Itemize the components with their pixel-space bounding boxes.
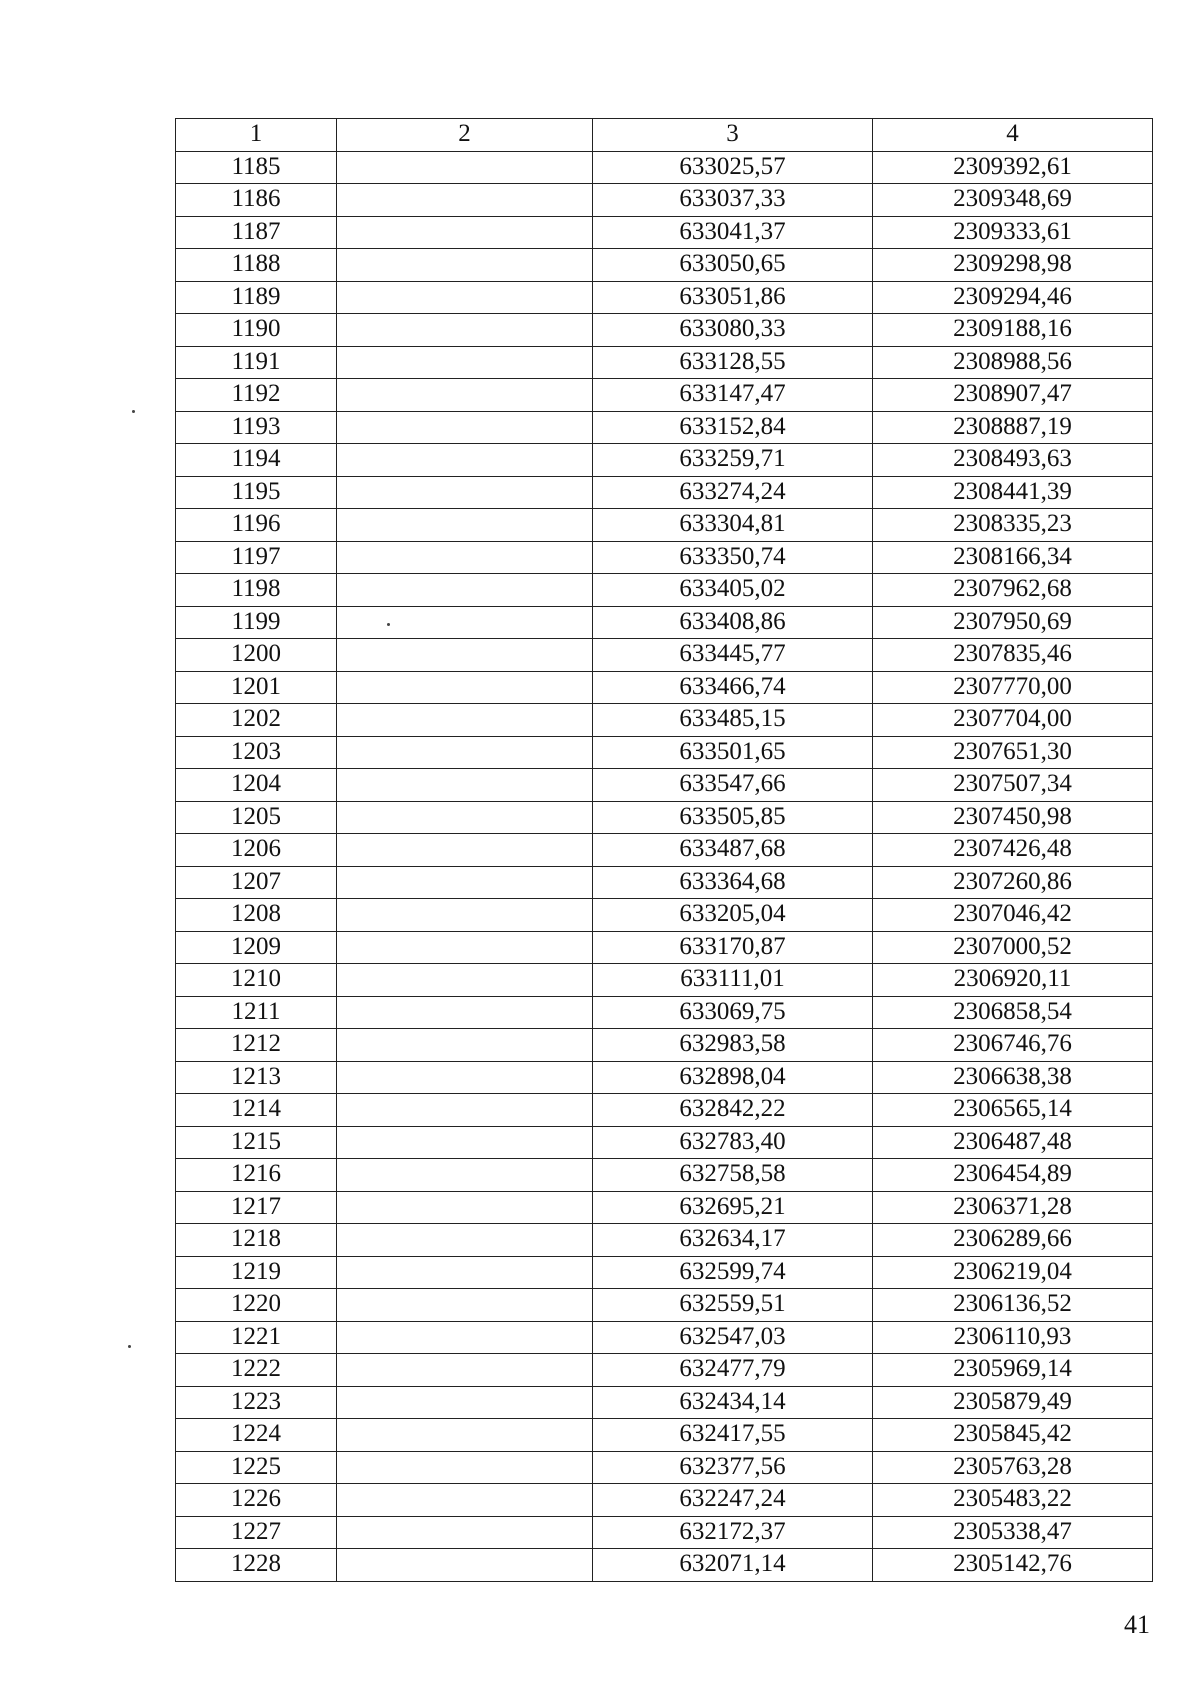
table-cell-col-4: 2306858,54 [873,996,1153,1029]
scan-speck [132,410,135,413]
table-row [176,996,1153,1029]
table-row [176,379,1153,412]
table-row [176,1256,1153,1289]
table-row [176,1516,1153,1549]
table-cell-col-2 [337,1061,593,1094]
table-cell-col-1: 1206 [176,834,337,867]
table-cell-col-3: 632172,37 [593,1516,873,1549]
table-cell-col-3: 632634,17 [593,1224,873,1257]
table-cell-col-3: 633050,65 [593,249,873,282]
table-cell-col-3: 633405,02 [593,574,873,607]
table-row [176,704,1153,737]
table-row [176,151,1153,184]
table-cell-col-2 [337,639,593,672]
table-cell-col-2 [337,899,593,932]
table-cell-col-3: 633025,57 [593,151,873,184]
table-cell-col-2 [337,184,593,217]
table-cell-col-1: 1185 [176,151,337,184]
table-cell-col-4: 2306920,11 [873,964,1153,997]
table-row [176,346,1153,379]
table-row [176,931,1153,964]
table-row [176,1289,1153,1322]
table-cell-col-3: 633304,81 [593,509,873,542]
table-cell-col-3: 632417,55 [593,1419,873,1452]
table-cell-col-2 [337,1126,593,1159]
table-row [176,1451,1153,1484]
table-row [176,1126,1153,1159]
table-cell-col-2 [337,1386,593,1419]
table-cell-col-1: 1215 [176,1126,337,1159]
table-cell-col-1: 1213 [176,1061,337,1094]
table-row [176,1321,1153,1354]
table-cell-col-1: 1186 [176,184,337,217]
table-cell-col-3: 632547,03 [593,1321,873,1354]
table-cell-col-3: 632071,14 [593,1549,873,1582]
table-cell-col-4: 2307835,46 [873,639,1153,672]
table-cell-col-1: 1199 [176,606,337,639]
table-cell-col-2 [337,444,593,477]
table-row [176,184,1153,217]
table-row [176,1386,1153,1419]
table-cell-col-3: 633487,68 [593,834,873,867]
table-cell-col-1: 1222 [176,1354,337,1387]
table-cell-col-2 [337,216,593,249]
table-cell-col-4: 2308988,56 [873,346,1153,379]
table-row [176,801,1153,834]
table-cell-col-2 [337,769,593,802]
table-cell-col-1: 1205 [176,801,337,834]
table-cell-col-4: 2307046,42 [873,899,1153,932]
table-cell-col-3: 633547,66 [593,769,873,802]
table-cell-col-2 [337,411,593,444]
table-cell-col-4: 2306565,14 [873,1094,1153,1127]
table-cell-col-3: 633205,04 [593,899,873,932]
table-cell-col-1: 1221 [176,1321,337,1354]
table-cell-col-2 [337,379,593,412]
table-cell-col-3: 633505,85 [593,801,873,834]
table-cell-col-4: 2306371,28 [873,1191,1153,1224]
table-row [176,314,1153,347]
table-cell-col-2 [337,736,593,769]
table-cell-col-3: 633501,65 [593,736,873,769]
table-cell-col-3: 633259,71 [593,444,873,477]
table-cell-col-1: 1227 [176,1516,337,1549]
table-cell-col-4: 2307426,48 [873,834,1153,867]
table-cell-col-3: 633111,01 [593,964,873,997]
table-cell-col-4: 2308907,47 [873,379,1153,412]
table-cell-col-3: 633445,77 [593,639,873,672]
table-cell-col-1: 1202 [176,704,337,737]
table-cell-col-3: 633170,87 [593,931,873,964]
table-row [176,1159,1153,1192]
table-cell-col-4: 2309333,61 [873,216,1153,249]
table-cell-col-4: 2306487,48 [873,1126,1153,1159]
table-cell-col-3: 633080,33 [593,314,873,347]
table-cell-col-3: 632599,74 [593,1256,873,1289]
table-cell-col-3: 632758,58 [593,1159,873,1192]
table-cell-col-4: 2307000,52 [873,931,1153,964]
table-cell-col-2 [337,151,593,184]
table-cell-col-4: 2306219,04 [873,1256,1153,1289]
table-cell-col-3: 633364,68 [593,866,873,899]
table-cell-col-2 [337,1354,593,1387]
table-cell-col-2 [337,1029,593,1062]
table-cell-col-4: 2305338,47 [873,1516,1153,1549]
table-cell-col-4: 2305879,49 [873,1386,1153,1419]
table-cell-col-4: 2309392,61 [873,151,1153,184]
table-cell-col-4: 2307260,86 [873,866,1153,899]
table-cell-col-1: 1219 [176,1256,337,1289]
table-row [176,444,1153,477]
header-cell-4: 4 [873,119,1153,152]
table-cell-col-2 [337,509,593,542]
table-row [176,476,1153,509]
table-cell-col-1: 1196 [176,509,337,542]
table-cell-col-2 [337,931,593,964]
table-cell-col-3: 633466,74 [593,671,873,704]
table-cell-col-1: 1204 [176,769,337,802]
table-row [176,574,1153,607]
table-cell-col-2 [337,281,593,314]
table-cell-col-2 [337,574,593,607]
table-cell-col-2 [337,1484,593,1517]
table-cell-col-3: 632477,79 [593,1354,873,1387]
header-cell-1: 1 [176,119,337,152]
table-cell-col-1: 1210 [176,964,337,997]
table-cell-col-4: 2307962,68 [873,574,1153,607]
table-cell-col-4: 2309294,46 [873,281,1153,314]
table-cell-col-3: 632559,51 [593,1289,873,1322]
table-cell-col-4: 2305969,14 [873,1354,1153,1387]
table-cell-col-3: 633152,84 [593,411,873,444]
table-cell-col-1: 1228 [176,1549,337,1582]
table-cell-col-2 [337,1516,593,1549]
table-cell-col-3: 633274,24 [593,476,873,509]
table-cell-col-1: 1209 [176,931,337,964]
table-cell-col-4: 2306110,93 [873,1321,1153,1354]
table-cell-col-1: 1203 [176,736,337,769]
table-cell-col-4: 2307651,30 [873,736,1153,769]
table-cell-col-3: 633408,86 [593,606,873,639]
table-row [176,866,1153,899]
table-cell-col-3: 632247,24 [593,1484,873,1517]
scan-speck [387,623,390,626]
header-cell-3: 3 [593,119,873,152]
table-cell-col-1: 1211 [176,996,337,1029]
table-cell-col-1: 1218 [176,1224,337,1257]
table-cell-col-2 [337,1224,593,1257]
table-cell-col-1: 1217 [176,1191,337,1224]
table-cell-col-4: 2307770,00 [873,671,1153,704]
table-row [176,249,1153,282]
table-cell-col-3: 632783,40 [593,1126,873,1159]
table-cell-col-3: 633485,15 [593,704,873,737]
table-cell-col-3: 633350,74 [593,541,873,574]
table-cell-col-4: 2305483,22 [873,1484,1153,1517]
table-cell-col-2 [337,1321,593,1354]
table-cell-col-2 [337,1191,593,1224]
table-row [176,541,1153,574]
table-cell-col-4: 2306289,66 [873,1224,1153,1257]
table-cell-col-3: 632898,04 [593,1061,873,1094]
table-cell-col-1: 1190 [176,314,337,347]
table-cell-col-4: 2308166,34 [873,541,1153,574]
table-body [176,151,1153,1581]
table-cell-col-4: 2308335,23 [873,509,1153,542]
table-row [176,1354,1153,1387]
table-row [176,1549,1153,1582]
table-cell-col-3: 632695,21 [593,1191,873,1224]
table-cell-col-1: 1189 [176,281,337,314]
table-cell-col-1: 1197 [176,541,337,574]
table-cell-col-4: 2305763,28 [873,1451,1153,1484]
table-row [176,834,1153,867]
table-cell-col-2 [337,671,593,704]
coordinates-table [175,118,1153,1582]
table-cell-col-2 [337,249,593,282]
page-number: 41 [1124,1610,1150,1639]
table-cell-col-3: 633147,47 [593,379,873,412]
table-cell-col-1: 1191 [176,346,337,379]
table-cell-col-1: 1195 [176,476,337,509]
table-cell-col-2 [337,1094,593,1127]
table-row [176,1419,1153,1452]
table-cell-col-1: 1208 [176,899,337,932]
table-row [176,1224,1153,1257]
table-cell-col-1: 1200 [176,639,337,672]
table-cell-col-4: 2307507,34 [873,769,1153,802]
table-row [176,509,1153,542]
table-cell-col-2 [337,1549,593,1582]
table-cell-col-1: 1193 [176,411,337,444]
table-cell-col-1: 1198 [176,574,337,607]
table-row [176,1029,1153,1062]
table-cell-col-2 [337,346,593,379]
table-cell-col-4: 2306746,76 [873,1029,1153,1062]
table-cell-col-4: 2305845,42 [873,1419,1153,1452]
table-cell-col-2 [337,1419,593,1452]
table-row [176,964,1153,997]
table-cell-col-4: 2307950,69 [873,606,1153,639]
table-cell-col-3: 633037,33 [593,184,873,217]
table-row [176,899,1153,932]
table-cell-col-1: 1220 [176,1289,337,1322]
table-cell-col-4: 2306454,89 [873,1159,1153,1192]
table-cell-col-4: 2309298,98 [873,249,1153,282]
table-cell-col-4: 2308441,39 [873,476,1153,509]
table-row [176,1191,1153,1224]
table-row [176,1061,1153,1094]
table-cell-col-3: 633128,55 [593,346,873,379]
table-cell-col-2 [337,1256,593,1289]
table-cell-col-4: 2306136,52 [873,1289,1153,1322]
table-cell-col-3: 633069,75 [593,996,873,1029]
table-cell-col-4: 2309348,69 [873,184,1153,217]
table-cell-col-2 [337,1451,593,1484]
table-cell-col-1: 1192 [176,379,337,412]
table-cell-col-3: 632983,58 [593,1029,873,1062]
header-cell-2: 2 [337,119,593,152]
table-cell-col-2 [337,834,593,867]
table-cell-col-2 [337,801,593,834]
table-row [176,736,1153,769]
table-cell-col-1: 1194 [176,444,337,477]
table-cell-col-4: 2309188,16 [873,314,1153,347]
table-row [176,639,1153,672]
table-cell-col-1: 1188 [176,249,337,282]
table-cell-col-3: 633041,37 [593,216,873,249]
table-cell-col-3: 633051,86 [593,281,873,314]
table-cell-col-1: 1216 [176,1159,337,1192]
table-cell-col-1: 1223 [176,1386,337,1419]
table-cell-col-2 [337,866,593,899]
table-cell-col-2 [337,1289,593,1322]
table-row [176,411,1153,444]
table-cell-col-2 [337,704,593,737]
table-cell-col-2 [337,1159,593,1192]
table-cell-col-4: 2308493,63 [873,444,1153,477]
table-cell-col-1: 1225 [176,1451,337,1484]
table-cell-col-1: 1207 [176,866,337,899]
table-cell-col-4: 2305142,76 [873,1549,1153,1582]
table-cell-col-4: 2307704,00 [873,704,1153,737]
table-cell-col-3: 632842,22 [593,1094,873,1127]
table-row [176,671,1153,704]
table-row [176,606,1153,639]
table-row [176,1484,1153,1517]
table-cell-col-1: 1187 [176,216,337,249]
table-cell-col-2 [337,996,593,1029]
table-row [176,281,1153,314]
table-cell-col-2 [337,964,593,997]
table-cell-col-2 [337,476,593,509]
table-cell-col-2 [337,606,593,639]
table-cell-col-3: 632434,14 [593,1386,873,1419]
table-cell-col-1: 1226 [176,1484,337,1517]
header-row [176,119,1153,152]
table-cell-col-4: 2308887,19 [873,411,1153,444]
table-cell-col-2 [337,541,593,574]
table-row [176,1094,1153,1127]
table-cell-col-1: 1214 [176,1094,337,1127]
table-row [176,769,1153,802]
table-cell-col-1: 1212 [176,1029,337,1062]
table-cell-col-2 [337,314,593,347]
table-cell-col-1: 1201 [176,671,337,704]
table-row [176,216,1153,249]
table-cell-col-3: 632377,56 [593,1451,873,1484]
scan-speck [128,1345,131,1348]
table-cell-col-1: 1224 [176,1419,337,1452]
table-cell-col-4: 2307450,98 [873,801,1153,834]
table-cell-col-4: 2306638,38 [873,1061,1153,1094]
